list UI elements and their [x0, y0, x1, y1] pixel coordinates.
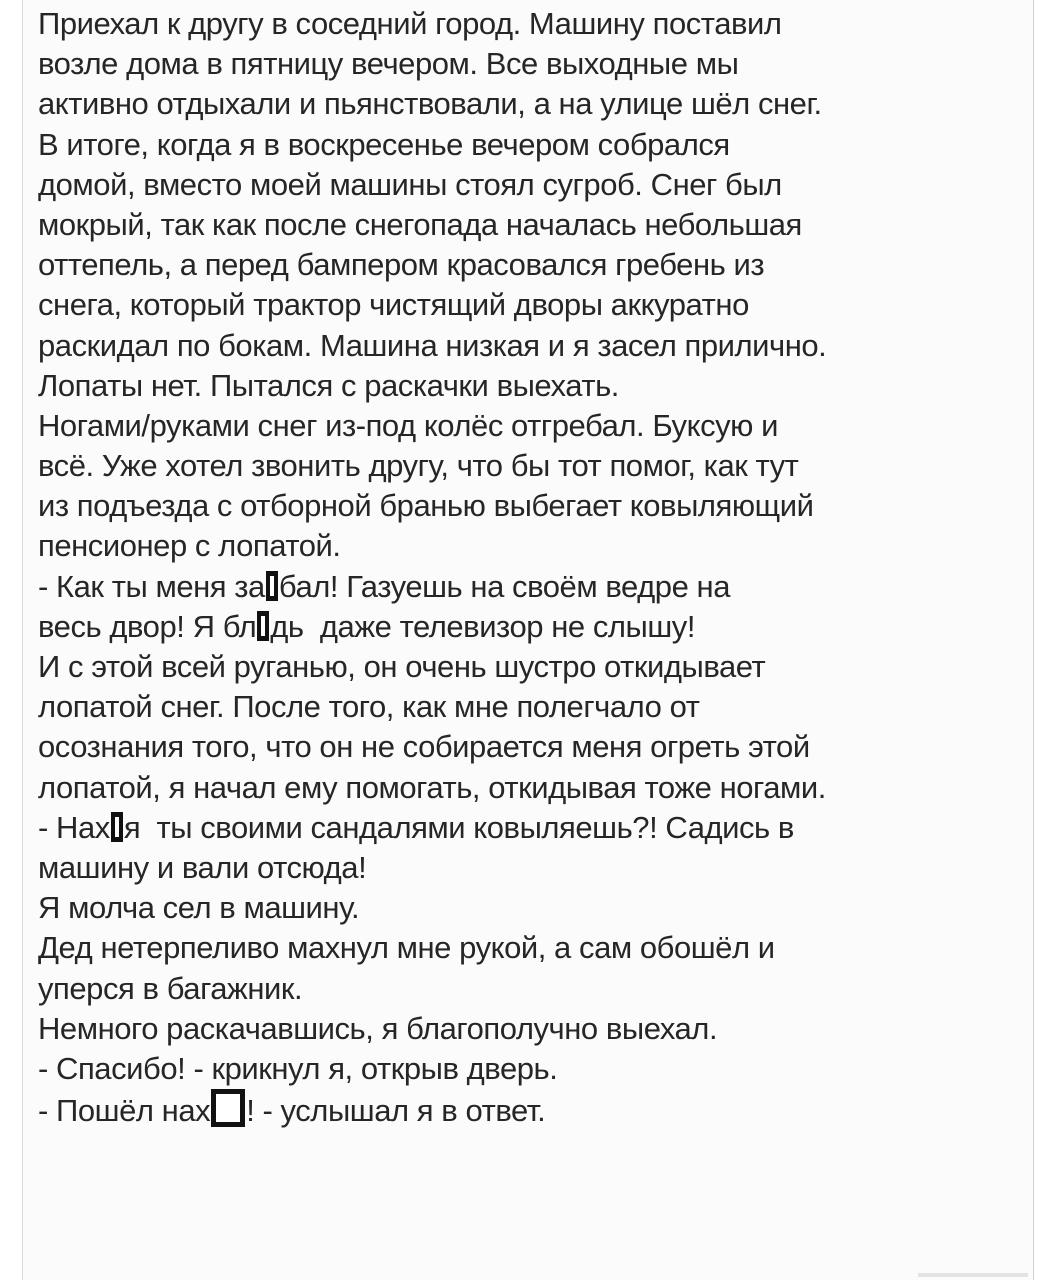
story-line: уперся в багажник.: [38, 970, 303, 1006]
censor-box-icon: [211, 1089, 245, 1127]
dialogue-fragment: я ты своими сандалями ковыляешь?! Садись в: [123, 809, 794, 845]
story-line: И с этой всей руганью, он очень шустро откидывает: [38, 649, 766, 684]
story-line: пенсионер с лопатой.: [38, 528, 341, 564]
dialogue-fragment: весь двор! Я бл: [38, 608, 257, 644]
censor-block-icon: [111, 812, 123, 842]
story-line: Лопаты нет. Пытался с раскачки выехать.: [38, 367, 619, 403]
dialogue-fragment: - Как ты меня за: [38, 568, 265, 604]
story-line: из подъезда с отборной бранью выбегает ковыляющий: [38, 488, 814, 524]
story-text: [38, 4, 1028, 1129]
dialogue-fragment: - Нах: [38, 809, 110, 845]
story-line: домой, вместо моей машины стоял сугроб. Снег был: [38, 166, 782, 202]
story-line: лопатой снег. После того, как мне полегчало от: [38, 689, 700, 725]
story-line-dialogue: [38, 607, 1028, 647]
story-line-dialogue: [38, 1089, 1028, 1129]
story-line: Немного раскачавшись, я благополучно выехал.: [38, 1010, 718, 1046]
story-line: всё. Уже хотел звонить другу, что бы тот помог, как тут: [38, 448, 799, 484]
story-line: осознания того, что он не собирается меня огреть этой: [38, 729, 810, 765]
story-line: мокрый, так как после снегопада началась небольшая: [38, 206, 802, 242]
story-line-dialogue: [38, 567, 1028, 607]
story-line: Приехал к другу в соседний город. Машину поставил: [38, 6, 782, 41]
censor-block-icon: [266, 571, 278, 601]
story-line: раскидал по бокам. Машина низкая и я засел прилично.: [38, 327, 827, 363]
story-line: оттепель, а перед бампером красовался гребень из: [38, 247, 765, 283]
dialogue-fragment: дь даже телевизор не слышу!: [270, 608, 695, 644]
dialogue-fragment: ! - услышал я в ответ.: [246, 1093, 546, 1129]
story-line: Я молча сел в машину.: [38, 890, 360, 926]
story-line: снега, который трактор чистящий дворы аккуратно: [38, 287, 749, 323]
story-line: возле дома в пятницу вечером. Все выходные мы: [38, 46, 739, 82]
story-line: активно отдыхали и пьянствовали, а на улице шёл снег.: [38, 86, 822, 122]
story-line: - Спасибо! - крикнул я, открыв дверь.: [38, 1050, 558, 1086]
story-line: Ногами/руками снег из-под колёс отгребал. Буксую и: [38, 407, 778, 443]
story-line-dialogue: [38, 808, 1028, 848]
story-line: машину и вали отсюда!: [38, 849, 367, 885]
dialogue-fragment: - Пошёл нах: [38, 1093, 211, 1129]
censor-block-icon: [257, 611, 269, 641]
watermark-strip: [918, 1273, 1028, 1277]
story-line: Дед нетерпеливо махнул мне рукой, а сам обошёл и: [38, 930, 775, 966]
story-line: лопатой, я начал ему помогать, откидывая тоже ногами.: [38, 769, 826, 805]
dialogue-fragment: бал! Газуешь на своём ведре на: [278, 568, 730, 604]
story-line: В итоге, когда я в воскресенье вечером собрался: [38, 126, 730, 162]
